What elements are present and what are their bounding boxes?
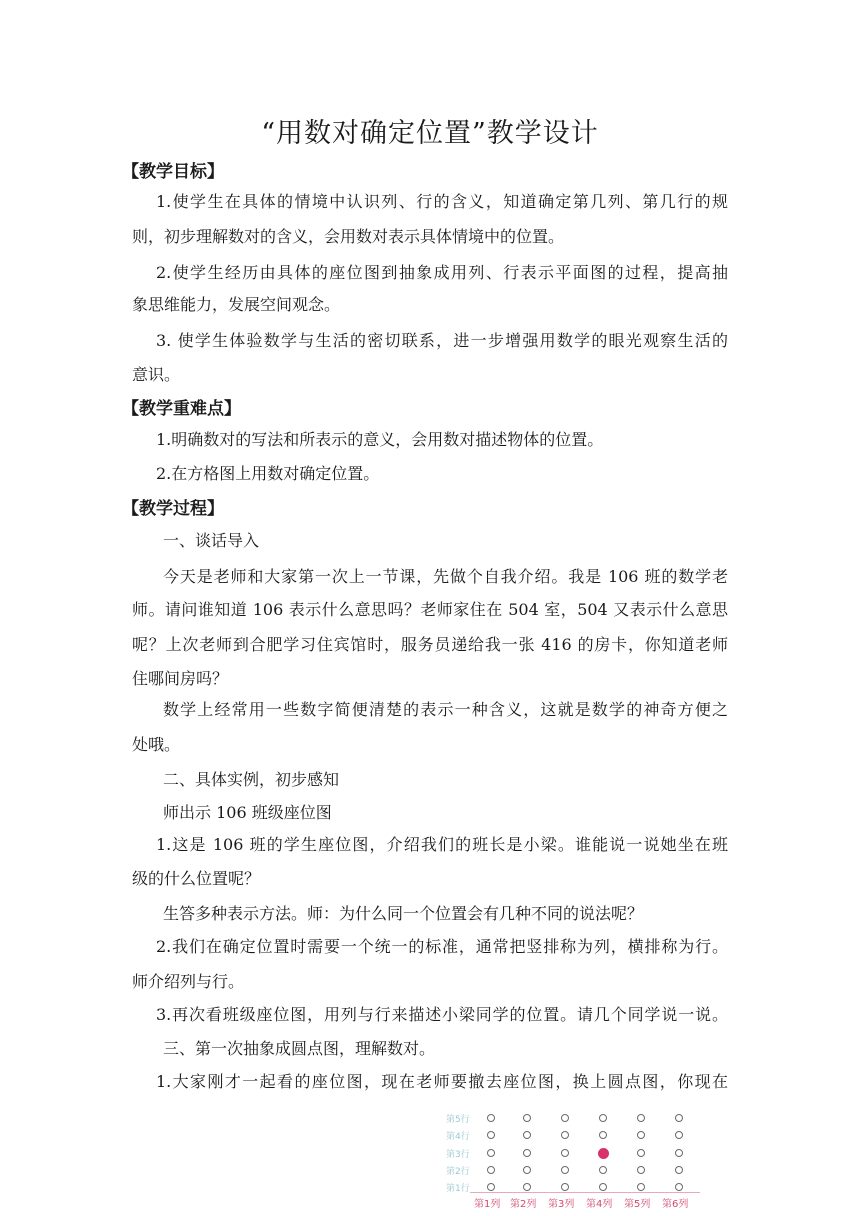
paragraph-8-line-1: 1.大家刚才一起看的座位图，现在老师要撤去座位图，换上圆点图，你现在	[156, 1072, 728, 1091]
grid-dot	[561, 1131, 569, 1139]
paragraph-2-line-2: 处哦。	[132, 735, 181, 754]
section-2-heading: 二、具体实例，初步感知	[163, 770, 340, 789]
grid-dot	[561, 1183, 569, 1191]
column-label: 第6列	[662, 1199, 689, 1210]
grid-dot	[487, 1166, 495, 1174]
grid-dot	[487, 1131, 495, 1139]
goals-heading: 【教学目标】	[122, 162, 224, 182]
grid-dot	[487, 1149, 495, 1157]
section-intro-heading: 一、谈话导入	[163, 531, 260, 550]
grid-dot	[675, 1183, 683, 1191]
paragraph-6-line-1: 2.我们在确定位置时需要一个统一的标准，通常把竖排称为列，横排称为行。	[156, 937, 728, 956]
grid-dot	[523, 1183, 531, 1191]
column-axis-line	[470, 1192, 700, 1193]
grid-dot	[561, 1114, 569, 1122]
grid-dot	[675, 1131, 683, 1139]
paragraph-2-line-1: 数学上经常用一些数字简便清楚的表示一种含义，这就是数学的神奇方便之	[163, 700, 728, 719]
paragraph-1-line-1: 今天是老师和大家第一次上一节课，先做个自我介绍。我是 106 班的数学老	[163, 567, 728, 586]
grid-dot	[599, 1166, 607, 1174]
grid-dot	[523, 1149, 531, 1157]
goal-3-line-2: 意识。	[132, 365, 181, 384]
paragraph-1-line-3: 呢？上次老师到合肥学习住宾馆时，服务员递给我一张 416 的房卡，你知道老师	[132, 635, 728, 654]
grid-dot	[637, 1166, 645, 1174]
paragraph-1-line-2: 师。请问谁知道 106 表示什么意思吗？老师家住在 504 室，504 又表示什么意思	[132, 600, 728, 619]
column-label: 第5列	[624, 1199, 651, 1210]
paragraph-6-line-2: 师介绍列与行。	[132, 972, 245, 991]
row-label: 第5行	[446, 1115, 470, 1125]
grid-dot	[637, 1114, 645, 1122]
process-heading: 【教学过程】	[122, 499, 224, 519]
goal-2-line-2: 象思维能力，发展空间观念。	[132, 295, 341, 314]
grid-dot	[599, 1131, 607, 1139]
grid-dot	[675, 1166, 683, 1174]
grid-dot	[523, 1166, 531, 1174]
grid-dot	[637, 1149, 645, 1157]
row-label: 第4行	[446, 1132, 470, 1142]
row-label: 第2行	[446, 1167, 470, 1177]
grid-dot	[675, 1114, 683, 1122]
highlighted-dot	[598, 1148, 609, 1159]
grid-dot	[523, 1114, 531, 1122]
document-title: “用数对确定位置”教学设计	[261, 118, 599, 149]
goal-1-line-2: 则，初步理解数对的含义，会用数对表示具体情境中的位置。	[132, 227, 565, 246]
column-label: 第2列	[510, 1199, 537, 1210]
grid-dot	[487, 1114, 495, 1122]
paragraph-5: 生答多种表示方法。师：为什么同一个位置会有几种不同的说法呢？	[163, 904, 644, 923]
column-label: 第4列	[586, 1199, 613, 1210]
paragraph-3: 师出示 106 班级座位图	[163, 803, 332, 822]
grid-dot	[561, 1166, 569, 1174]
column-label: 第1列	[474, 1199, 501, 1210]
goal-1-line-1: 1.使学生在具体的情境中认识列、行的含义，知道确定第几列、第几行的规	[156, 192, 728, 211]
grid-dot	[561, 1149, 569, 1157]
grid-dot	[523, 1131, 531, 1139]
paragraph-4-line-2: 级的什么位置呢？	[132, 869, 261, 888]
grid-dot	[675, 1149, 683, 1157]
paragraph-1-line-4: 住哪间房吗？	[132, 669, 229, 688]
key-points-heading: 【教学重难点】	[122, 399, 241, 419]
section-3-heading: 三、第一次抽象成圆点图，理解数对。	[163, 1039, 436, 1058]
paragraph-7: 3.再次看班级座位图，用列与行来描述小梁同学的位置。请几个同学说一说。	[156, 1005, 728, 1024]
grid-dot	[637, 1131, 645, 1139]
row-label: 第1行	[446, 1184, 470, 1194]
key-point-2: 2.在方格图上用数对确定位置。	[156, 464, 380, 483]
row-label: 第3行	[446, 1150, 470, 1160]
grid-dot	[599, 1183, 607, 1191]
grid-dot	[599, 1114, 607, 1122]
grid-dot	[487, 1183, 495, 1191]
goal-3-line-1: 3. 使学生体验数学与生活的密切联系，进一步增强用数学的眼光观察生活的	[156, 331, 728, 350]
goal-2-line-1: 2.使学生经历由具体的座位图到抽象成用列、行表示平面图的过程，提高抽	[156, 263, 728, 282]
key-point-1: 1.明确数对的写法和所表示的意义，会用数对描述物体的位置。	[156, 430, 604, 449]
paragraph-4-line-1: 1.这是 106 班的学生座位图，介绍我们的班长是小梁。谁能说一说她坐在班	[156, 835, 728, 854]
grid-dot	[637, 1183, 645, 1191]
column-label: 第3列	[548, 1199, 575, 1210]
